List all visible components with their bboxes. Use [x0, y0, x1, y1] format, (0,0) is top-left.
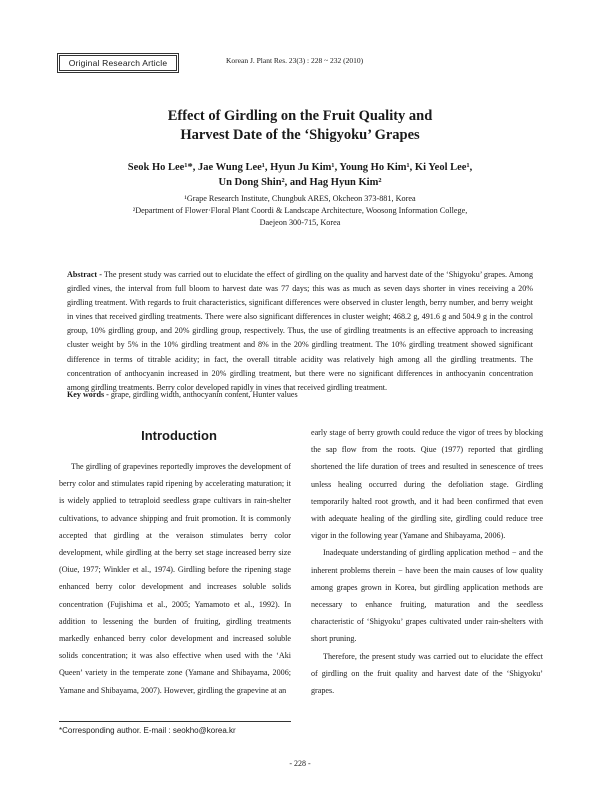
paper-title-line-1: Effect of Girdling on the Fruit Quality and [167, 108, 433, 124]
keywords-text: grape, girdling width, anthocyanin content, Hunter values [108, 390, 298, 399]
intro-paragraph-3: Inadequate understanding of girdling application method − and the inherent problems therein − have been the main causes of low quality among grapes grown in Korea, but girdling application methods are necessary to enhance fruiting, maturation and the seedless characteristic of ‘Shigyoku’ grapes cultivated under rain-shelters with short pruning. [311, 548, 543, 644]
corresponding-author-footnote: *Corresponding author. E-mail : seokho@korea.kr [59, 726, 236, 735]
affiliation-line-2: ²Department of Flower·Floral Plant Coordi & Landscape Architecture, Woosong Information College, [132, 206, 468, 215]
abstract-label: Abstract - [67, 270, 102, 279]
paper-title-line-2: Harvest Date of the ‘Shigyoku’ Grapes [180, 127, 420, 143]
author-list-line-1: Seok Ho Lee¹*, Jae Wung Lee¹, Hyun Ju Kim¹, Young Ho Kim¹, Ki Yeol Lee¹, [127, 162, 473, 173]
intro-paragraph-2: early stage of berry growth could reduce the vigor of trees by blocking the sap flow from the roots. Qiue (1977) reported that girdling shortened the life duration of trees and resulted in senescence of trees unless healing occurred during the defoliation stage. Girdling temporarily halted root growth, and it had been confirmed that even with adequate healing of the girdling site, girdling could reduce tree vigor in the following year (Yamane and Shibayama, 2006). [311, 428, 543, 541]
intro-paragraph-1: The girdling of grapevines reportedly improves the development of berry color and stimulates rapid ripening by accelerating maturation; it is widely applied to tetraploid seedless grape cultivars in rain-shelter cultivations, to advance shipping and fruit promotion. It is commonly accepted that girdling at the veraison stimulates berry color development, while girdling at the berry set stage increased berry size (Oiue, 1977; Winkler et al., 1974). Girdling before the ripening stage enhanced berry color development and increases soluble solids concentration (Fujishima et al., 2005; Yamamoto et al., 1992). In addition to lessening the burden of fruiting, girdling treatments markedly enhanced berry color development and increased soluble solids concentration; it was also effective when used with the ‘Aki Queen’ variety in the temperate zone (Yamane and Shibayama, 2006; Yamane and Shibayama, 2007). However, girdling the grapevine at an [59, 462, 291, 695]
keywords-label: Key words - [67, 390, 109, 399]
affiliation-line-1: ¹Grape Research Institute, Chungbuk ARES, Okcheon 373-881, Korea [184, 194, 416, 203]
abstract-text: The present study was carried out to elucidate the effect of girdling on the quality and harvest date of the ‘Shigyoku’ grapes. Among girdled vines, the interval from full bloom to harvest date was 77 days; this was as much as seven days shorter in vines receiving a 20% girdling treatment. With regards to fruit characteristics, significant differences were observed in cluster length, berry number, and berry weight in vines that received girdling treatments. There were also significant differences in cluster weight; 468.2 g, 491.6 g and 504.9 g in the control group, 10% girdling group, and 20% girdling group, respectively. Thus, the use of girdling treatments is an effective approach to increasing cluster weight by 5% in the 10% girdling treatment and 8% in the 20% girdling treatment. The 10% girdling treatment showed significant difference in terms of titrable acidity; in fact, the overall titrable acidity was relatively high among all the girdling treatments. The concentration of anthocyanin increased in 20% girdling treatment, but there were no significant differences in anthocyanin concentration among girdling treatments. Berry color developed rapidly in vines that received girdling treatment. [67, 270, 534, 392]
left-column [59, 458, 291, 699]
keywords [67, 390, 533, 399]
page-number: - 228 - [289, 759, 311, 768]
section-heading-introduction: Introduction [141, 428, 217, 443]
article-type-badge: Original Research Article [59, 55, 177, 71]
author-list-line-2: Un Dong Shin², and Hag Hyun Kim² [218, 177, 382, 188]
footnote-divider [59, 721, 291, 722]
journal-reference: Korean J. Plant Res. 23(3) : 228 ~ 232 (2010) [226, 56, 364, 65]
abstract [67, 268, 533, 395]
affiliation-line-3: Daejeon 300-715, Korea [259, 218, 341, 227]
right-column [311, 424, 543, 699]
intro-paragraph-4: Therefore, the present study was carried out to elucidate the effect of girdling on the fruit quality and harvest date of the ‘Shigyoku’ grapes. [311, 651, 543, 696]
